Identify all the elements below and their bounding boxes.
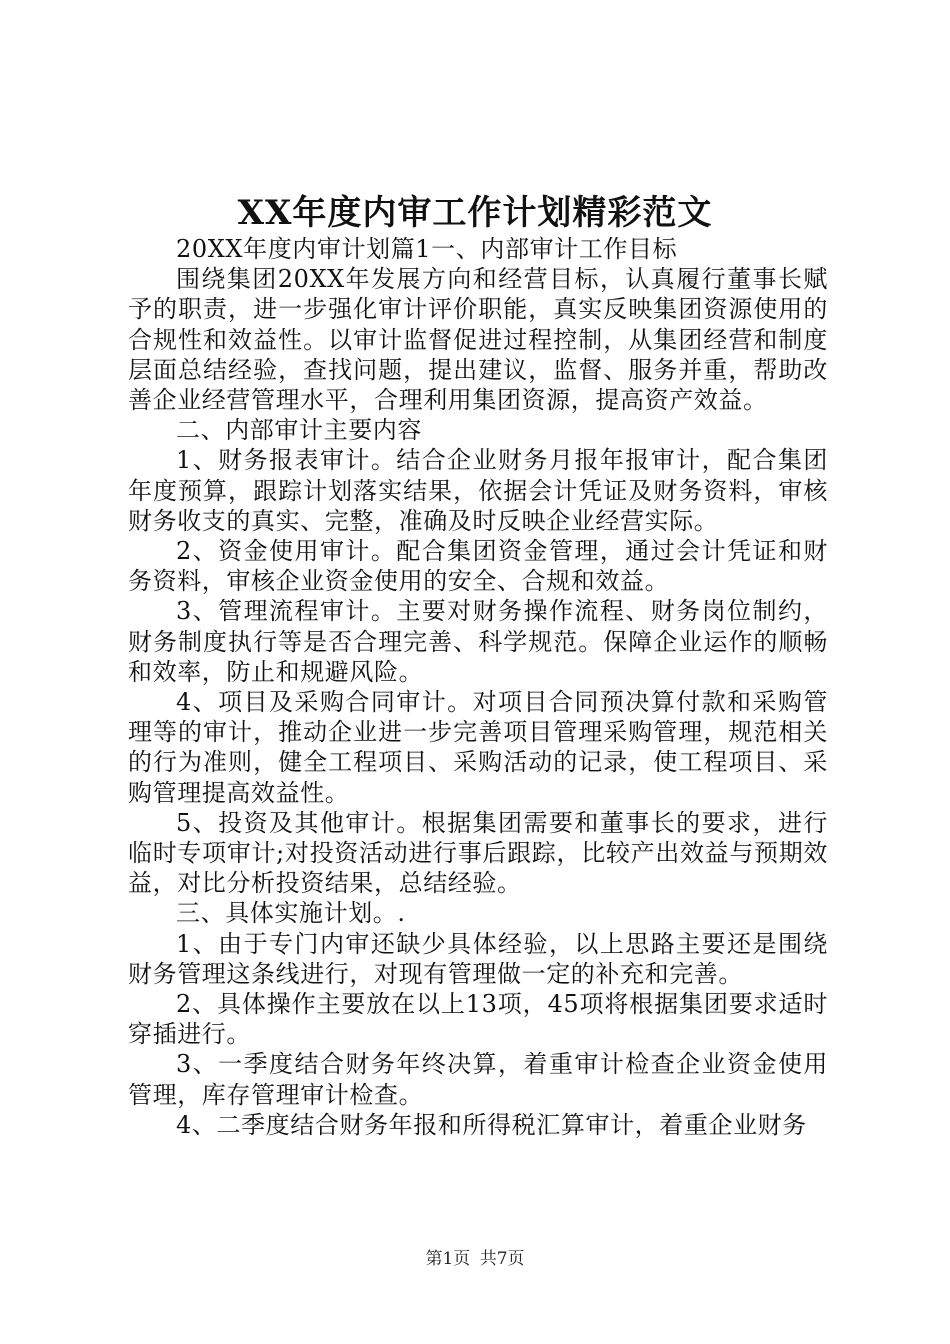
page-total: 共7页 [479, 1249, 525, 1269]
section-heading-content: 二、内部审计主要内容 [176, 416, 422, 445]
section-heading-plan: 三、具体实施计划。. [176, 899, 406, 928]
paragraph-item-3: 3、管理流程审计。主要对财务操作流程、财务岗位制约，财务制度执行等是否合理完善、科学规范。保障企业运作的顺畅和效率，防止和规避风险。 [128, 597, 828, 686]
paragraph-item-1: 1、财务报表审计。结合企业财务月报年报审计，配合集团年度预算，跟踪计划落实结果，依据会计凭证及财务资料，审核财务收支的真实、完整，准确及时反映企业经营实际。 [128, 446, 828, 535]
document-body [128, 234, 828, 1140]
paragraph-item-5: 5、投资及其他审计。根据集团需要和董事长的要求，进行临时专项审计;对投资活动进行事后跟踪，比较产出效益与预期效益，对比分析投资结果，总结经验。 [128, 808, 828, 898]
paragraph-plan-4: 4、二季度结合财务年报和所得税汇算审计，着重企业财务 [176, 1110, 807, 1139]
document-title: XX年度内审工作计划精彩范文 [237, 193, 713, 233]
paragraph-intro-heading: 20XX年度内审计划篇1一、内部审计工作目标 [176, 235, 678, 263]
paragraph-plan-1: 1、由于专门内审还缺少具体经验，以上思路主要还是围绕财务管理这条线进行，对现有管理做一定的补充和完善。 [128, 929, 828, 988]
paragraph-item-4: 4、项目及采购合同审计。对项目合同预决算付款和采购管理等的审计，推动企业进一步完善项目管理采购管理，规范相关的行为准则，健全工程项目、采购活动的记录，使工程项目、采购管理提高效益性。 [128, 688, 828, 807]
page-footer [0, 1244, 950, 1269]
paragraph-plan-2: 2、具体操作主要放在以上13项，45项将根据集团要求适时穿插进行。 [128, 990, 828, 1049]
paragraph-item-2: 2、资金使用审计。配合集团资金管理，通过会计凭证和财务资料，审核企业资金使用的安全、合规和效益。 [128, 537, 828, 596]
page-number: 第1页 [425, 1249, 471, 1269]
paragraph-plan-3: 3、一季度结合财务年终决算，着重审计检查企业资金使用管理，库存管理审计检查。 [128, 1050, 828, 1109]
paragraph-goal: 围绕集团20XX年发展方向和经营目标，认真履行董事长赋予的职责，进一步强化审计评价职能，真实反映集团资源使用的合规性和效益性。以审计监督促进过程控制，从集团经营和制度层面总结经验，查找问题，提出建议，监督、服务并重，帮助改善企业经营管理水平，合理利用集团资源，提高资产效益。 [128, 265, 828, 415]
